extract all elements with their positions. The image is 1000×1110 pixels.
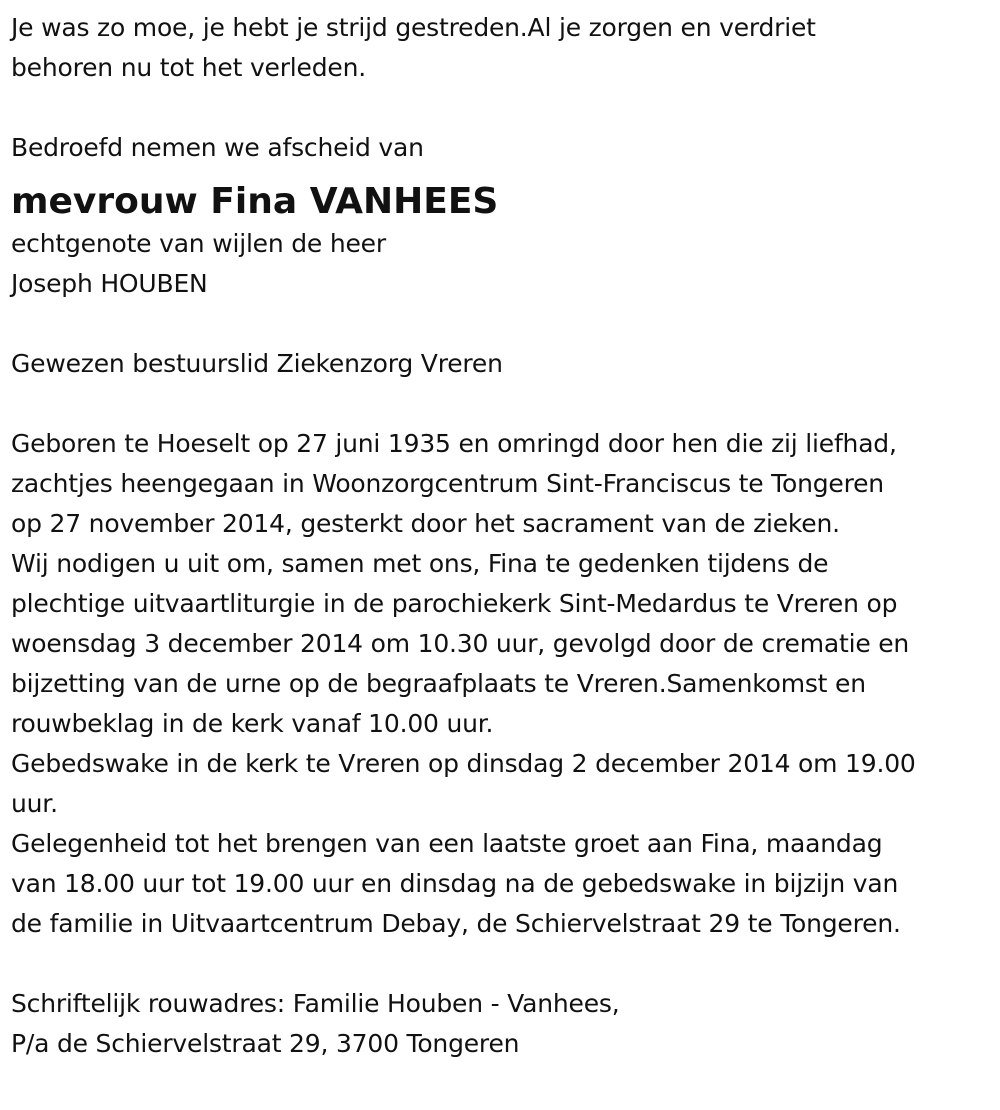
body-line: woensdag 3 december 2014 om 10.30 uur, gevolgd door de crematie en: [11, 629, 910, 658]
relation-line: Joseph HOUBEN: [11, 269, 208, 298]
relation-block: [11, 224, 991, 304]
relation-line: echtgenote van wijlen de heer: [11, 229, 386, 258]
body-line: plechtige uitvaartliturgie in de parochiekerk Sint-Medardus te Vreren op: [11, 589, 898, 618]
spacer: [11, 384, 991, 424]
body-line: Wij nodigen u uit om, samen met ons, Fina te gedenken tijdens de: [11, 549, 829, 578]
body-line: Geboren te Hoeselt op 27 juni 1935 en omringd door hen die zij liefhad,: [11, 429, 897, 458]
body-line: Gelegenheid tot het brengen van een laatste groet aan Fina, maandag: [11, 829, 883, 858]
spacer: [11, 944, 991, 984]
spacer: [11, 304, 991, 344]
body-line: rouwbeklag in de kerk vanaf 10.00 uur.: [11, 709, 494, 738]
body-line: op 27 november 2014, gesterkt door het sacrament van de zieken.: [11, 509, 840, 538]
poem-block: [11, 8, 991, 88]
body-line: zachtjes heengegaan in Woonzorgcentrum Sint-Franciscus te Tongeren: [11, 469, 884, 498]
body-line: van 18.00 uur tot 19.00 uur en dinsdag na de gebedswake in bijzijn van: [11, 869, 899, 898]
intro-text: Bedroefd nemen we afscheid van: [11, 133, 424, 162]
body-line: bijzetting van de urne op de begraafplaats te Vreren.Samenkomst en: [11, 669, 866, 698]
body-line: uur.: [11, 789, 58, 818]
address-line: Schriftelijk rouwadres: Familie Houben - Vanhees,: [11, 989, 620, 1018]
poem-line: Je was zo moe, je hebt je strijd gestreden.Al je zorgen en verdriet: [11, 13, 816, 42]
address-line: P/a de Schiervelstraat 29, 3700 Tongeren: [11, 1029, 520, 1058]
body-line: Gebedswake in de kerk te Vreren op dinsdag 2 december 2014 om 19.00: [11, 749, 916, 778]
deceased-name: mevrouw Fina VANHEES: [11, 181, 499, 222]
poem-line: behoren nu tot het verleden.: [11, 53, 366, 82]
body-block: [11, 424, 991, 944]
body-line: de familie in Uitvaartcentrum Debay, de Schiervelstraat 29 te Tongeren.: [11, 909, 901, 938]
address-block: [11, 984, 991, 1064]
obituary-document: [11, 8, 991, 1064]
spacer: [11, 88, 991, 128]
role-text: Gewezen bestuurslid Ziekenzorg Vreren: [11, 349, 503, 378]
